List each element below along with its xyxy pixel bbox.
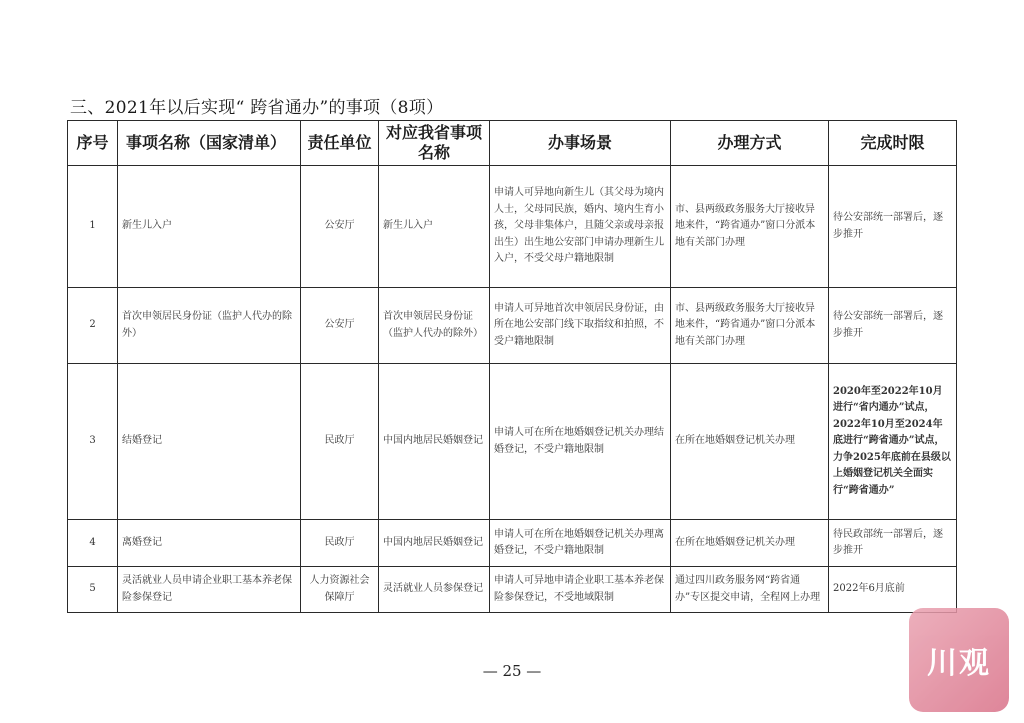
cell-deadline: 待公安部统一部署后，逐步推开 xyxy=(829,166,957,288)
header-item-name: 事项名称（国家清单） xyxy=(118,121,301,166)
cell-deadline: 2022年6月底前 xyxy=(829,567,957,613)
table-row xyxy=(68,364,957,520)
cell-no: 2 xyxy=(68,288,118,364)
cell-no: 3 xyxy=(68,364,118,520)
cell-province-item: 中国内地居民婚姻登记 xyxy=(379,364,490,520)
header-method: 办理方式 xyxy=(671,121,829,166)
cell-method: 在所在地婚姻登记机关办理 xyxy=(671,364,829,520)
cell-province-item: 首次申领居民身份证（监护人代办的除外） xyxy=(379,288,490,364)
header-no: 序号 xyxy=(68,121,118,166)
cell-item-name: 离婚登记 xyxy=(118,520,301,567)
cell-deadline: 待公安部统一部署后，逐步推开 xyxy=(829,288,957,364)
cell-province-item: 新生儿入户 xyxy=(379,166,490,288)
table-row xyxy=(68,567,957,613)
cell-unit: 公安厅 xyxy=(301,166,379,288)
cell-scenario: 申请人可异地首次申领居民身份证，由所在地公安部门线下取指纹和拍照，不受户籍地限制 xyxy=(490,288,671,364)
cell-no: 5 xyxy=(68,567,118,613)
header-province-item: 对应我省事项名称 xyxy=(379,121,490,166)
cell-deadline: 待民政部统一部署后，逐步推开 xyxy=(829,520,957,567)
cell-scenario: 申请人可在所在地婚姻登记机关办理离婚登记，不受户籍地限制 xyxy=(490,520,671,567)
cell-item-name: 首次申领居民身份证（监护人代办的除外） xyxy=(118,288,301,364)
header-unit: 责任单位 xyxy=(301,121,379,166)
page-number: — 25 — xyxy=(482,662,542,680)
cell-province-item: 灵活就业人员参保登记 xyxy=(379,567,490,613)
watermark-text: 川观 xyxy=(927,646,991,681)
items-table xyxy=(67,120,957,613)
cell-scenario: 申请人可在所在地婚姻登记机关办理结婚登记，不受户籍地限制 xyxy=(490,364,671,520)
cell-no: 1 xyxy=(68,166,118,288)
section-heading: 三、2021年以后实现“ 跨省通办”的事项（8项） xyxy=(70,98,444,118)
table-row xyxy=(68,166,957,288)
cell-item-name: 新生儿入户 xyxy=(118,166,301,288)
watermark-logo xyxy=(909,608,1009,712)
header-scenario: 办事场景 xyxy=(490,121,671,166)
table-row xyxy=(68,288,957,364)
cell-method: 市、县两级政务服务大厅接收异地来件，“跨省通办”窗口分派本地有关部门办理 xyxy=(671,288,829,364)
header-deadline: 完成时限 xyxy=(829,121,957,166)
cell-item-name: 结婚登记 xyxy=(118,364,301,520)
table-row xyxy=(68,520,957,567)
cell-province-item: 中国内地居民婚姻登记 xyxy=(379,520,490,567)
cell-method: 通过四川政务服务网“跨省通办”专区提交申请，全程网上办理 xyxy=(671,567,829,613)
cell-scenario: 申请人可异地申请企业职工基本养老保险参保登记，不受地域限制 xyxy=(490,567,671,613)
cell-unit: 民政厅 xyxy=(301,364,379,520)
cell-unit: 民政厅 xyxy=(301,520,379,567)
cell-deadline: 2020年至2022年10月进行“省内通办”试点，2022年10月至2024年底进行“跨省通办”试点，力争2025年底前在县级以上婚姻登记机关全面实行“跨省通办” xyxy=(829,364,957,520)
cell-item-name: 灵活就业人员申请企业职工基本养老保险参保登记 xyxy=(118,567,301,613)
cell-no: 4 xyxy=(68,520,118,567)
cell-unit: 公安厅 xyxy=(301,288,379,364)
cell-unit: 人力资源社会保障厅 xyxy=(301,567,379,613)
cell-method: 在所在地婚姻登记机关办理 xyxy=(671,520,829,567)
cell-scenario: 申请人可异地向新生儿（其父母为境内人士，父母同民族，婚内、境内生育小孩，父母非集体户，且随父亲或母亲报出生）出生地公安部门申请办理新生儿入户，不受父母户籍地限制 xyxy=(490,166,671,288)
cell-method: 市、县两级政务服务大厅接收异地来件，“跨省通办”窗口分派本地有关部门办理 xyxy=(671,166,829,288)
table-header-row xyxy=(68,121,957,166)
